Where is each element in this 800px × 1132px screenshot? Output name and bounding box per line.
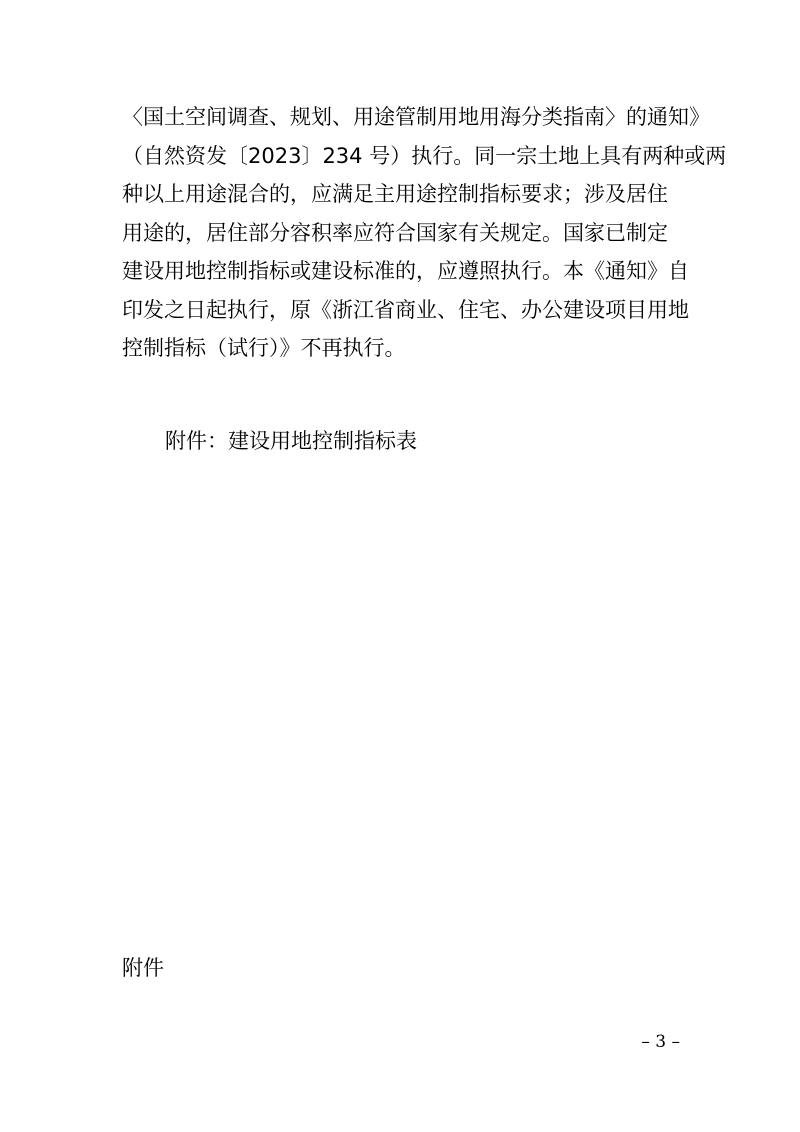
- body-line: 〈国土空间调查、规划、用途管制用地用海分类指南〉的通知》: [122, 105, 710, 129]
- page-number: – 3 –: [641, 1032, 680, 1052]
- body-line: 用途的，居住部分容积率应符合国家有关规定。国家已制定: [122, 220, 668, 245]
- body-line: 建设用地控制指标或建设标准的，应遵照执行。本《通知》自: [122, 259, 689, 283]
- body-line: 控制指标（试行）》不再执行。: [122, 336, 406, 360]
- body-line: （自然资发〔2023〕234 号）执行。同一宗土地上具有两种或两: [122, 143, 727, 168]
- attachment-heading: 附件: [122, 956, 164, 980]
- attachment-reference: 附件：建设用地控制指标表: [165, 429, 417, 453]
- body-line: 印发之日起执行，原《浙江省商业、住宅、办公建设项目用地: [122, 297, 689, 322]
- body-paragraph: [122, 98, 727, 368]
- body-line: 种以上用途混合的，应满足主用途控制指标要求；涉及居住: [122, 182, 668, 206]
